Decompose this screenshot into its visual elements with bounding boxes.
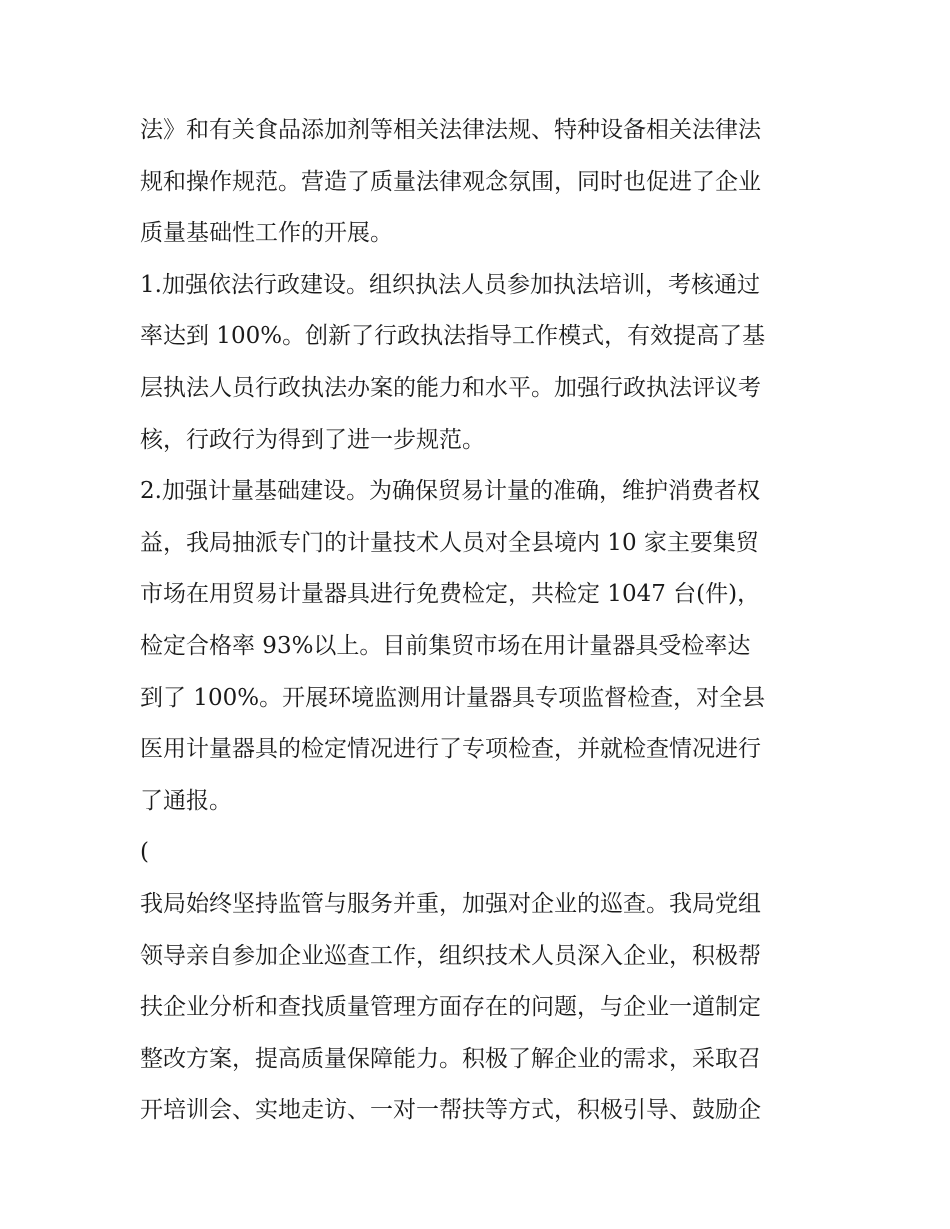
- text-line: 医用计量器具的检定情况进行了专项检查，并就检查情况进行: [140, 736, 761, 763]
- text-line: 领导亲自参加企业巡查工作，组织技术人员深入企业，积极帮: [140, 942, 761, 969]
- text-line: 1.加强依法行政建设。组织执法人员参加执法培训，考核通过: [140, 271, 760, 298]
- text-line: 市场在用贸易计量器具进行免费检定，共检定 1047 台(件)，: [140, 581, 761, 608]
- document-body: [140, 105, 820, 1137]
- text-line: (: [140, 839, 149, 866]
- text-line: 了通报。: [140, 787, 232, 814]
- text-line: 2.加强计量基础建设。为确保贸易计量的准确，维护消费者权: [140, 478, 760, 505]
- text-line: 整改方案，提高质量保障能力。积极了解企业的需求，采取召: [140, 1045, 761, 1072]
- text-line: 核，行政行为得到了进一步规范。: [140, 426, 485, 453]
- text-line: 率达到 100%。创新了行政执法指导工作模式，有效提高了基: [140, 323, 766, 350]
- text-line: 益，我局抽派专门的计量技术人员对全县境内 10 家主要集贸: [140, 529, 759, 556]
- text-line: 扶企业分析和查找质量管理方面存在的问题，与企业一道制定: [140, 994, 761, 1021]
- text-line: 质量基础性工作的开展。: [140, 220, 393, 247]
- text-line: 层执法人员行政执法办案的能力和水平。加强行政执法评议考: [140, 374, 761, 401]
- text-line: 我局始终坚持监管与服务并重，加强对企业的巡查。我局党组: [140, 890, 761, 917]
- text-line: 法》和有关食品添加剂等相关法律法规、特种设备相关法律法: [140, 117, 761, 143]
- text-line: 规和操作规范。营造了质量法律观念氛围，同时也促进了企业: [140, 168, 761, 195]
- text-line: 检定合格率 93%以上。目前集贸市场在用计量器具受检率达: [140, 632, 751, 659]
- text-line: 到了 100%。开展环境监测用计量器具专项监督检查，对全县: [140, 684, 766, 711]
- text-line: 开培训会、实地走访、一对一帮扶等方式，积极引导、鼓励企: [140, 1097, 761, 1124]
